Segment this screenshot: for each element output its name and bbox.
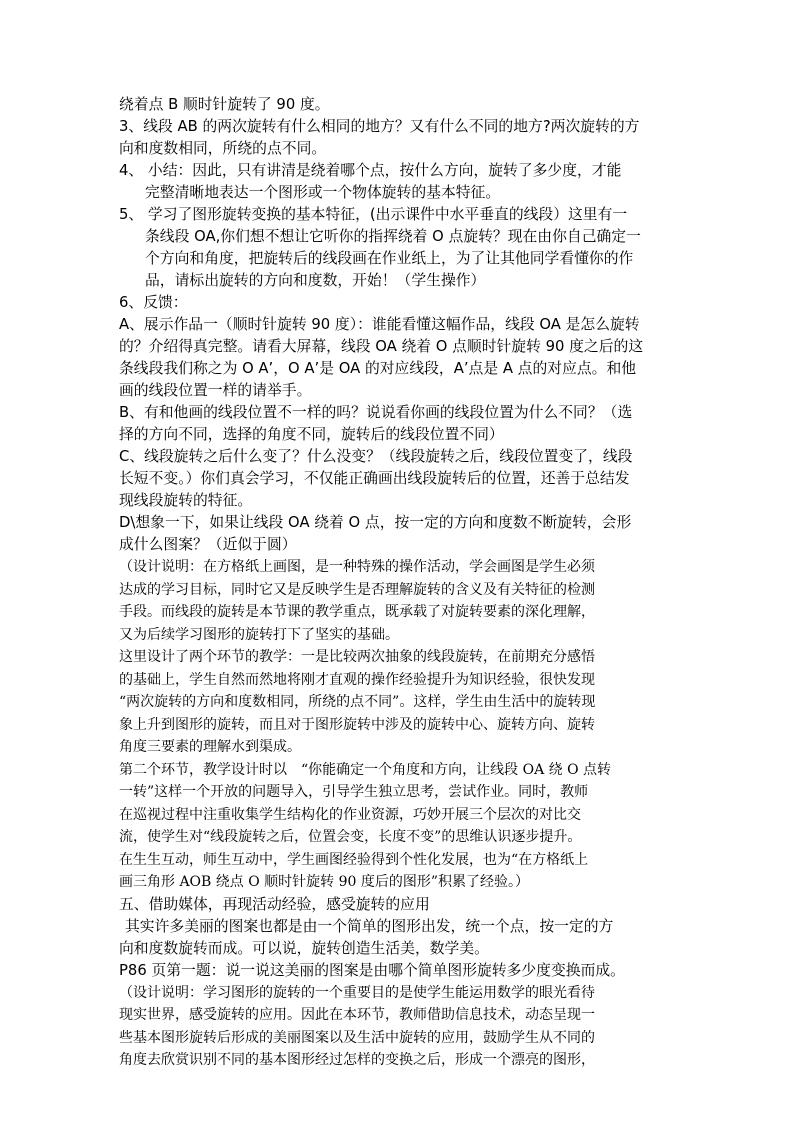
design-note-line: 角度三要素的理解水到渠成。 [119, 739, 301, 755]
design-note-line: 角度去欣赏识别不同的基本图形经过怎样的变换之后，形成一个漂亮的图形， [119, 1052, 595, 1068]
text-line: 条线段 OA,你们想不想让它听你的指挥绕着 O 点旋转？现在由你自己确定一 [145, 228, 641, 245]
design-note-line: 画三角形 AOB 绕点 O 顺时针旋转 90 度后的图形”积累了经验。） [119, 874, 530, 890]
text-line: 个方向和角度，把旋转后的线段画在作业纸上，为了让其他同学看懂你的作 [145, 250, 634, 267]
text-line: 6、反馈： [119, 294, 188, 311]
text-line: 的？介绍得真完整。请看大屏幕，线段 OA 绕着 O 点顺时针旋转 90 度之后的这 [119, 338, 644, 355]
design-note-line: 又为后续学习图形的旋转打下了坚实的基础。 [119, 626, 399, 643]
design-note-line: “两次旋转的方向和度数相同，所绕的点不同”。这样，学生由生活中的旋转现 [119, 694, 596, 710]
design-note-line: （设计说明：在方格纸上画图，是一种特殊的操作活动，学会画图是学生必须 [119, 559, 595, 575]
text-line: 绕着点 B 顺时针旋转了 90 度。 [119, 96, 330, 113]
text-line: A、展示作品一（顺时针旋转 90 度）：谁能看懂这幅作品，线段 OA 是怎么旋转 [119, 316, 640, 333]
section-heading: 五、借助媒体，再现活动经验，感受旋转的应用 [119, 895, 430, 913]
design-note-line: 手段。而线段的旋转是本节课的教学重点，既承载了对旋转要素的深化理解， [119, 604, 595, 620]
text-line: 画的线段位置一样的请举手。 [119, 382, 312, 399]
text-line: B、有和他画的线段位置不一样的吗？说说看你画的线段位置为什么不同？（选 [119, 404, 633, 421]
text-line: 4、 小结：因此，只有讲清是绕着哪个点，按什么方向，旋转了多少度，才能 [119, 162, 622, 179]
design-note-line: 在生生互动，师生互动中，学生画图经验得到个性化发展，也为“在方格纸上 [119, 851, 589, 868]
design-note-line: 一转”这样一个开放的问题导入，引导学生独立思考，尝试作业。同时，教师 [119, 784, 589, 800]
text-line: 5、 学习了图形旋转变换的基本特征，(出示课件中水平垂直的线段）这里有一 [119, 206, 628, 223]
text-line: 向和度数旋转而成。可以说，旋转创造生活美，数学美。 [119, 939, 489, 957]
design-note-line: 第二个环节，教学设计时以 “你能确定一个角度和方向，让线段 OA 绕 O 点转 [119, 761, 612, 778]
design-note-line: 的基础上，学生自然而然地将刚才直观的操作经验提升为知识经验，很快发现 [119, 671, 595, 688]
text-line: 现线段旋转的特征。 [119, 492, 253, 509]
text-line: 成什么图案？（近似于圆） [119, 536, 297, 553]
design-note-line: （设计说明：学习图形的旋转的一个重要目的是使学生能运用数学的眼光看待 [119, 984, 595, 1001]
text-line: 3、线段 AB 的两次旋转有什么相同的地方？又有什么不同的地方?两次旋转的方 [119, 118, 640, 135]
document-body [119, 94, 679, 1072]
design-note-line: 达成的学习目标，同时它又是反映学生是否理解旋转的含义及有关特征的检测 [119, 581, 595, 598]
text-line: 完整清晰地表达一个图形或一个物体旋转的基本特征。 [145, 184, 501, 201]
text-line: P86 页第一题：说一说这美丽的图案是由哪个简单图形旋转多少度变换而成。 [119, 961, 625, 979]
text-line: 择的方向不同，选择的角度不同，旋转后的线段位置不同） [119, 426, 504, 443]
design-note-line: 些基本图形旋转后形成的美丽图案以及生活中旋转的应用，鼓励学生从不同的 [119, 1029, 595, 1046]
design-note-line: 在巡视过程中注重收集学生结构化的作业资源，巧妙开展三个层次的对比交 [119, 806, 581, 823]
text-line: 长短不变。）你们真会学习，不仅能正确画出线段旋转后的位置，还善于总结发 [119, 470, 630, 487]
design-note-line: 流，使学生对“线段旋转之后，位置会变，长度不变”的思维认识逐步提升。 [119, 829, 582, 845]
text-line: C、线段旋转之后什么变了？什么没变？（线段旋转之后，线段位置变了，线段 [119, 448, 633, 465]
design-note-line: 现实世界，感受旋转的应用。因此在本环节，教师借助信息技术，动态呈现一 [119, 1007, 595, 1023]
text-line: 向和度数相同，所绕的点不同。 [119, 140, 327, 157]
text-line: D\想象一下，如果让线段 OA 绕着 O 点，按一定的方向和度数不断旋转，会形 [119, 514, 632, 531]
design-note-line: 象上升到图形的旋转，而且对于图形旋转中涉及的旋转中心、旋转方向、旋转 [119, 716, 595, 733]
text-line: 品，请标出旋转的方向和度数，开始！（学生操作） [145, 272, 486, 289]
text-line: 条线段我们称之为 O A’，O A’是 OA 的对应线段，A’点是 A 点的对应点。和他 [119, 360, 637, 377]
text-line: 其实许多美丽的图案也都是由一个简单的图形出发，统一个点，按一定的方 [125, 917, 614, 935]
design-note-line: 这里设计了两个环节的教学：一是比较两次抽象的线段旋转，在前期充分感悟 [119, 649, 595, 665]
